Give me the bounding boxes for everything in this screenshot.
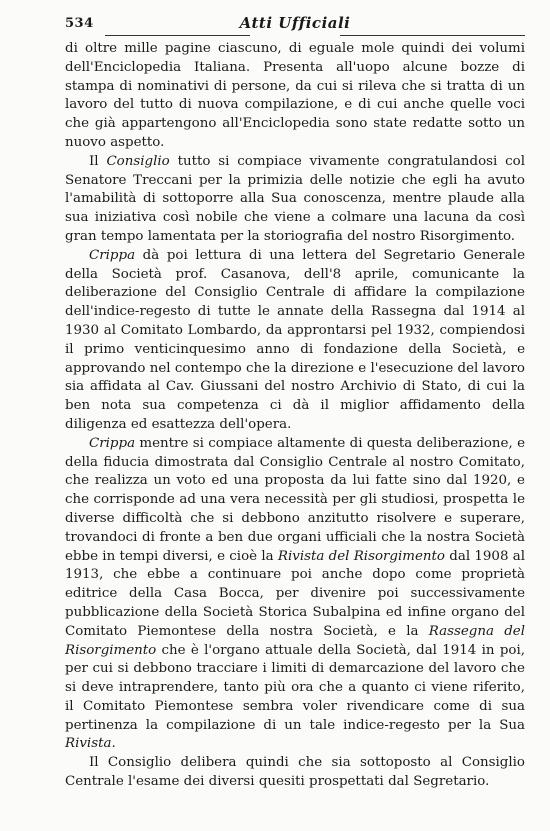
paragraph (65, 40, 525, 153)
text-run: mentre si compiace altamente di questa deliberazione, e della fiducia dimostrata dal Consiglio Centrale al nostro Comitato, che realizza un voto ed una proposta da lui fatte sino dal 1920, e che corrisponde ad una vera necessità per gli studiosi, prospetta le diverse difficoltà che si debbono anzitutto risolvere e superare, trovandoci di fronte a ben due organi ufficiali che la nostra Società ebbe in tempi diversi, e cioè la (65, 435, 525, 564)
running-title: Atti Ufficiali (239, 14, 351, 32)
page-header (65, 12, 525, 38)
paragraph (65, 754, 525, 792)
italic-text: Crippa (89, 435, 136, 451)
text-run: tutto si compiace vivamente congratulandosi col Senatore Treccani per la primizia delle notizie che egli ha avuto l'amabilità di sottoporre alla Sua conoscenza, mentre plaude alla sua iniziativa così nobile che viene a colmare una lacuna da così gran tempo lamentata per la storiografia del nostro Risorgimento. (65, 153, 525, 244)
paragraph (65, 247, 525, 435)
italic-text: Rivista del Risorgimento (277, 548, 445, 564)
italic-text: Crippa (89, 247, 136, 263)
italic-text: Rassegna del Risorgimento (65, 623, 525, 658)
header-rule-right (340, 35, 525, 36)
paragraph (65, 435, 525, 755)
text-run: dà poi lettura di una lettera del Segretario Generale della Società prof. Casanova, dell'8 aprile, comunicante la deliberazione del Consiglio Centrale di affidare la compilazione dell'indice-regesto di tutte le annate della Rassegna dal 1914 al 1930 al Comitato Lombardo, da approntarsi pel 1932, compiendosi il primo venticinquesimo anno di fondazione della Società, e approvando nel contempo che la direzione e l'esecuzione del lavoro sia affidata al Cav. Giussani del nostro Archivio di Stato, di cui la ben nota sua competenza ci dà il miglior affidamento della diligenza ed esattezza dell'opera. (65, 247, 525, 432)
italic-text: Rivista (65, 736, 112, 752)
header-rule-left (105, 35, 250, 36)
text-run: Il (89, 153, 107, 169)
paragraph (65, 153, 525, 247)
body-text (65, 40, 525, 792)
text-run: . (111, 736, 116, 752)
text-run: che è l'organo attuale della Società, dal 1914 in poi, per cui si debbono tracciare i limiti di demarcazione del lavoro che si deve intraprendere, tanto più ora che a quanto ci viene riferito, il Comitato Piemontese sembra voler rivendicare come di sua pertinenza la compilazione di un tale indice-regesto per la Sua (65, 642, 525, 733)
page-number: 534 (65, 16, 94, 31)
text-run: dal 1908 al 1913, che ebbe a continuare poi anche dopo come proprietà editrice della Casa Bocca, per divenire poi successivamente pubblicazione della Società Storica Subalpina ed infine organo del Comitato Piemontese della nostra Società, e la (65, 548, 526, 639)
text-run: Il Consiglio delibera quindi che sia sottoposto al Consiglio Centrale l'esame dei diversi quesiti prospettati dal Segretario. (65, 755, 525, 790)
text-run: di oltre mille pagine ciascuno, di eguale mole quindi dei volumi dell'Enciclopedia Italiana. Presenta all'uopo alcune bozze di stampa di nominativi di persone, da cui si rileva che si tratta di un lavoro del tutto di nuova compilazione, e di cui anche quelle voci che già appartengono all'Enciclopedia sono state redatte sotto un nuovo aspetto. (65, 41, 525, 150)
italic-text: Consiglio (106, 153, 170, 169)
